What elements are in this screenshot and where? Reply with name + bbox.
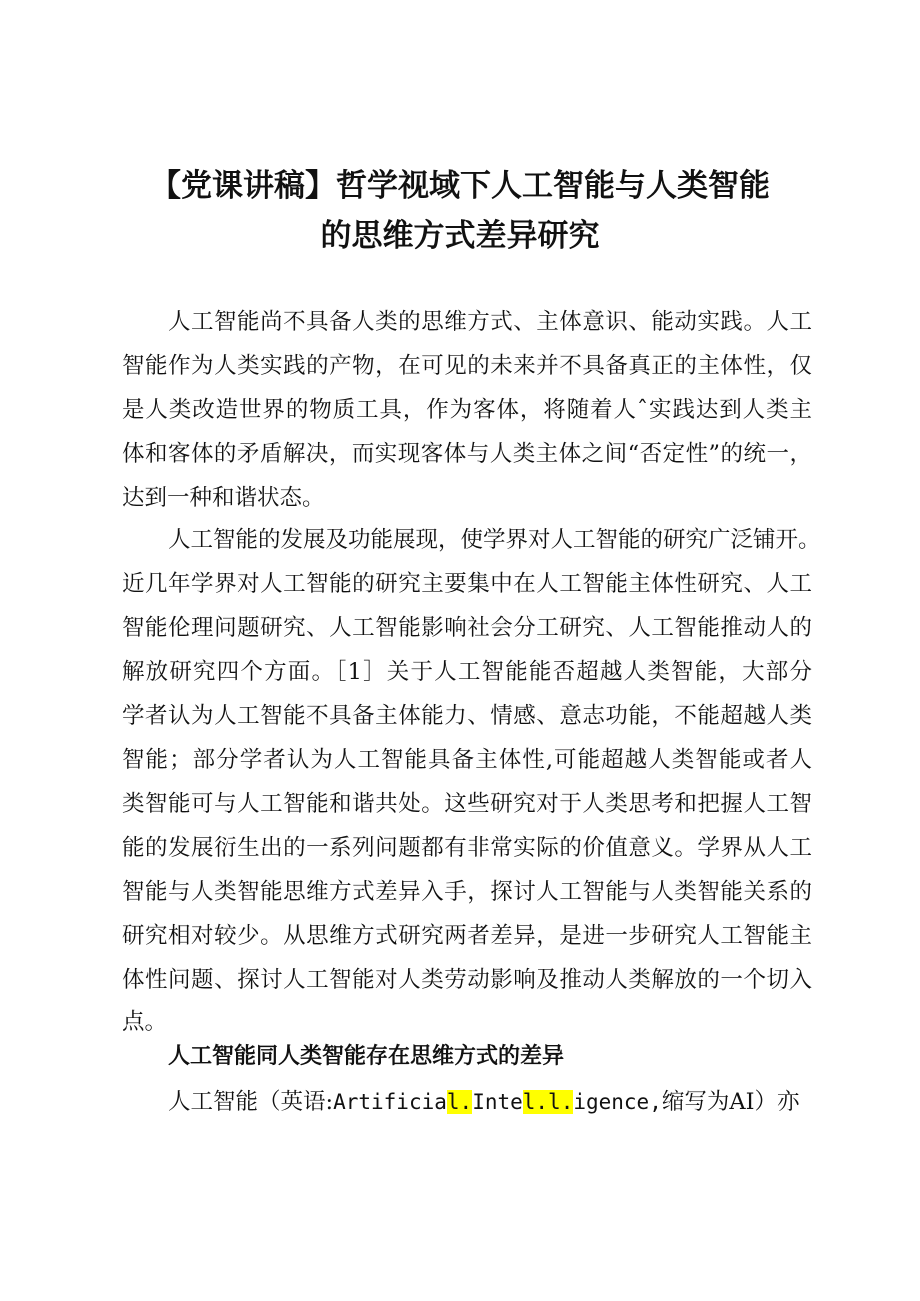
highlight-mark: l.: [446, 1090, 473, 1114]
paragraph-3-prefix: 人工智能（英语:: [168, 1089, 334, 1115]
paragraph-2-line: 研究相对较少。从思维方式研究两者差异，是进一步研究人工智能主: [122, 923, 812, 949]
section-heading: 人工智能同人类智能存在思维方式的差异: [168, 1044, 565, 1069]
paragraph-2-line: 能的发展衍生出的一系列问题都有非常实际的价值意义。学界从人工: [122, 835, 812, 861]
highlight-mark: l.l.: [522, 1090, 574, 1114]
paragraph-1-line: 达到一种和谐状态。: [122, 485, 325, 511]
paragraph-2-line: 智能；部分学者认为人工智能具备主体性,可能超越人类智能或者人: [122, 747, 812, 773]
paragraph-3-seg2: Inte: [472, 1090, 523, 1114]
paragraph-1-line: 智能作为人类实践的产物，在可见的未来并不具备真正的主体性，仅: [122, 353, 812, 379]
paragraph-2-line: 智能伦理问题研究、人工智能影响社会分工研究、人工智能推动人的: [122, 615, 812, 641]
document-title-line-2: 的思维方式差异研究: [320, 218, 600, 254]
document-title-line-1: 【党课讲稿】哲学视域下人工智能与人类智能: [150, 168, 770, 204]
paragraph-2-line: 学者认为人工智能不具备主体能力、情感、意志功能，不能超越人类: [122, 703, 812, 729]
paragraph-3-suffix: 缩写为AI）亦: [661, 1089, 800, 1115]
paragraph-2-line: 点。: [122, 1009, 168, 1035]
paragraph-1-line: 体和客体的矛盾解决，而实现客体与人类主体之间“否定性”的统一，: [122, 441, 812, 467]
paragraph-2-line: 人工智能的发展及功能展现，使学界对人工智能的研究广泛铺开。: [168, 527, 821, 553]
paragraph-2-line: 近几年学界对人工智能的研究主要集中在人工智能主体性研究、人工: [122, 571, 812, 597]
paragraph-3-seg1: Artificia: [333, 1090, 447, 1114]
paragraph-1-line: 人工智能尚不具备人类的思维方式、主体意识、能动实践。人工: [168, 309, 812, 335]
paragraph-2-line: 类智能可与人工智能和谐共处。这些研究对于人类思考和把握人工智: [122, 791, 812, 817]
paragraph-2-line: 解放研究四个方面。［1］关于人工智能能否超越人类智能，大部分: [122, 659, 812, 685]
paragraph-2-line: 智能与人类智能思维方式差异入手，探讨人工智能与人类智能关系的: [122, 879, 812, 905]
paragraph-3-line: [168, 1080, 800, 1124]
paragraph-3-seg3: igence,: [573, 1090, 662, 1114]
paragraph-1-line: 是人类改造世界的物质工具，作为客体，将随着人ˆ实践达到人类主: [122, 397, 812, 423]
paragraph-2-line: 体性问题、探讨人工智能对人类劳动影响及推动人类解放的一个切入: [122, 967, 812, 993]
